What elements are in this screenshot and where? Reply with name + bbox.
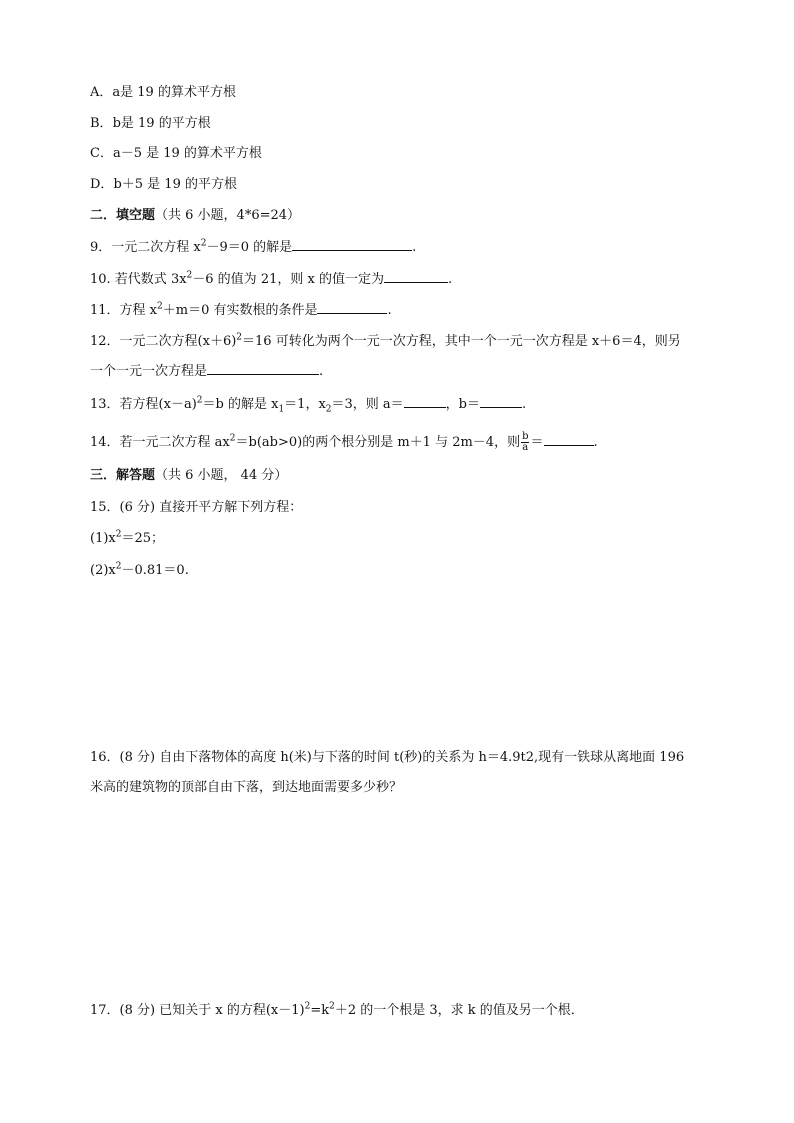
- question-15-part-1: $(1)x^2=25$；: [90, 529, 165, 546]
- question-10: 10. 若代数式 $3x^2-6$ 的值为 21，则 x 的值一定为 .: [90, 270, 453, 287]
- question-12-line-2: 一个一元一次方程是 .: [90, 364, 324, 379]
- question-11: 11．方程 $x^2+m=0$ 有实数根的条件是 .: [90, 301, 392, 318]
- answer-blank-b[interactable]: [480, 395, 522, 408]
- question-16: 16．(8 分) 自由下落物体的高度 h(米)与下落的时间 t(秒)的关系为 h＝4.9t2,现有一铁球从离地面 196: [90, 750, 685, 765]
- option-d: D．b＋5 是 19 的平方根: [90, 177, 237, 192]
- question-15-part-2: $(2)x^2-0.81=0$.: [90, 561, 189, 578]
- option-b: B．b是 19 的平方根: [90, 116, 211, 131]
- question-15: 15．(6 分) 直接开平方解下列方程：: [90, 500, 303, 515]
- question-12: 12．一元二次方程$(x+6)^2=16$ 可转化为两个一元一次方程，其中一个一元一次方程是 x＋6＝4，则另: [90, 332, 681, 349]
- answer-blank-a[interactable]: [404, 395, 446, 408]
- answer-blank[interactable]: [317, 301, 387, 314]
- answer-blank[interactable]: [207, 362, 319, 375]
- answer-blank[interactable]: [384, 270, 448, 283]
- section-3-heading: 三．解答题（共 6 小题， 44 分）: [90, 468, 288, 483]
- question-14: 14．若一元二次方程 $ax^2=b(ab>0)$的两个根分别是 m＋1 与 2m－4，则 $\frac{b}{a}$ ＝ .: [90, 431, 598, 453]
- option-a: A．a是 19 的算术平方根: [90, 85, 236, 100]
- option-c: C．a－5 是 19 的算术平方根: [90, 146, 262, 161]
- question-17: 17．(8 分) 已知关于 x 的方程$(x-1)^2=k^2+2$ 的一个根是 3，求 k 的值及另一个根．: [90, 1001, 584, 1018]
- answer-blank[interactable]: [544, 433, 594, 446]
- question-13: 13．若方程$(x-a)^2=b$ 的解是 $x_1=1$，$x_2=3$，则 a＝ ，b＝ .: [90, 395, 527, 415]
- section-2-heading: 二．填空题（共 6 小题，4*6=24）: [90, 208, 301, 223]
- question-16-line-2: 米高的建筑物的顶部自由下落，到达地面需要多少秒？: [90, 780, 403, 795]
- question-9: 9．一元二次方程 $x^2-9=0$ 的解是 .: [90, 238, 417, 255]
- answer-blank[interactable]: [292, 238, 412, 251]
- fraction-b-over-a: $\frac{b}{a}$: [522, 431, 529, 453]
